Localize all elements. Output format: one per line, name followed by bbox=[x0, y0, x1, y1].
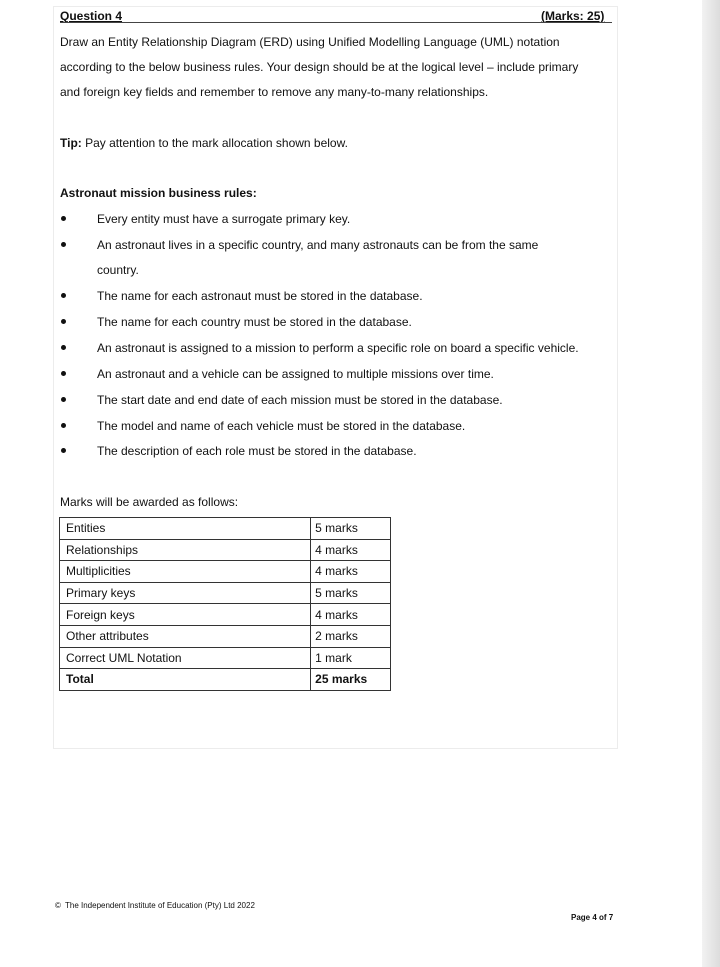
table-row bbox=[60, 518, 391, 540]
rule-item: An astronaut and a vehicle can be assigned to multiple missions over time. bbox=[97, 367, 494, 381]
rule-item: The name for each country must be stored in the database. bbox=[97, 315, 412, 329]
tip-text: Pay attention to the mark allocation shown below. bbox=[81, 136, 348, 150]
table-row bbox=[60, 604, 391, 626]
mark-item: Multiplicities bbox=[60, 561, 311, 583]
mark-item: Other attributes bbox=[60, 625, 311, 647]
bullet-icon bbox=[61, 345, 66, 350]
mark-item: Primary keys bbox=[60, 582, 311, 604]
table-row bbox=[60, 647, 391, 669]
bullet-icon bbox=[61, 216, 66, 221]
page-edge-shadow bbox=[702, 0, 720, 967]
question-title: Question 4 bbox=[60, 9, 123, 23]
mark-value: 4 marks bbox=[311, 604, 391, 626]
bullet-icon bbox=[61, 448, 66, 453]
mark-value: 4 marks bbox=[311, 561, 391, 583]
question-marks: (Marks: 25) bbox=[541, 9, 605, 23]
page-number: Page 4 of 7 bbox=[571, 913, 614, 922]
rule-item: The name for each astronaut must be stored in the database. bbox=[97, 289, 423, 303]
table-row-total bbox=[60, 669, 391, 691]
marks-table bbox=[59, 517, 391, 691]
header-divider bbox=[60, 22, 612, 23]
table-row bbox=[60, 539, 391, 561]
rule-item: The model and name of each vehicle must be stored in the database. bbox=[97, 419, 466, 433]
bullet-icon bbox=[61, 423, 66, 428]
intro-line-3: and foreign key fields and remember to remove any many-to-many relationships. bbox=[60, 85, 489, 99]
rule-item: Every entity must have a surrogate primary key. bbox=[97, 212, 351, 226]
footer-copyright bbox=[55, 901, 255, 910]
tip-label: Tip: bbox=[60, 136, 82, 150]
mark-item-total: Total bbox=[60, 669, 311, 691]
table-row bbox=[60, 561, 391, 583]
intro-line-1: Draw an Entity Relationship Diagram (ERD) using Unified Modelling Language (UML) notation bbox=[60, 35, 560, 49]
mark-value: 5 marks bbox=[311, 518, 391, 540]
mark-value: 1 mark bbox=[311, 647, 391, 669]
bullet-icon bbox=[61, 293, 66, 298]
mark-item: Foreign keys bbox=[60, 604, 311, 626]
mark-item: Relationships bbox=[60, 539, 311, 561]
intro-line-2: according to the below business rules. Your design should be at the logical level – include primary bbox=[60, 60, 579, 74]
tip bbox=[60, 135, 615, 151]
table-row bbox=[60, 625, 391, 647]
mark-item: Correct UML Notation bbox=[60, 647, 311, 669]
mark-item: Entities bbox=[60, 518, 311, 540]
mark-value: 5 marks bbox=[311, 582, 391, 604]
table-row bbox=[60, 582, 391, 604]
mark-value: 2 marks bbox=[311, 625, 391, 647]
rule-item-continuation: country. bbox=[97, 263, 139, 277]
copyright-text: The Independent Institute of Education (Pty) Ltd 2022 bbox=[64, 901, 255, 910]
rules-heading: Astronaut mission business rules: bbox=[60, 186, 257, 200]
rule-item: An astronaut lives in a specific country, and many astronauts can be from the same bbox=[97, 238, 539, 252]
bullet-icon bbox=[61, 319, 66, 324]
marks-intro: Marks will be awarded as follows: bbox=[60, 495, 239, 509]
bullet-icon bbox=[61, 242, 66, 247]
rule-item: The start date and end date of each mission must be stored in the database. bbox=[97, 393, 503, 407]
rule-item: The description of each role must be stored in the database. bbox=[97, 444, 417, 458]
bullet-icon bbox=[61, 397, 66, 402]
rule-item: An astronaut is assigned to a mission to perform a specific role on board a specific vehicle. bbox=[97, 341, 579, 355]
bullet-icon bbox=[61, 371, 66, 376]
copyright-icon: © bbox=[55, 901, 61, 910]
mark-value: 4 marks bbox=[311, 539, 391, 561]
mark-value-total: 25 marks bbox=[311, 669, 391, 691]
